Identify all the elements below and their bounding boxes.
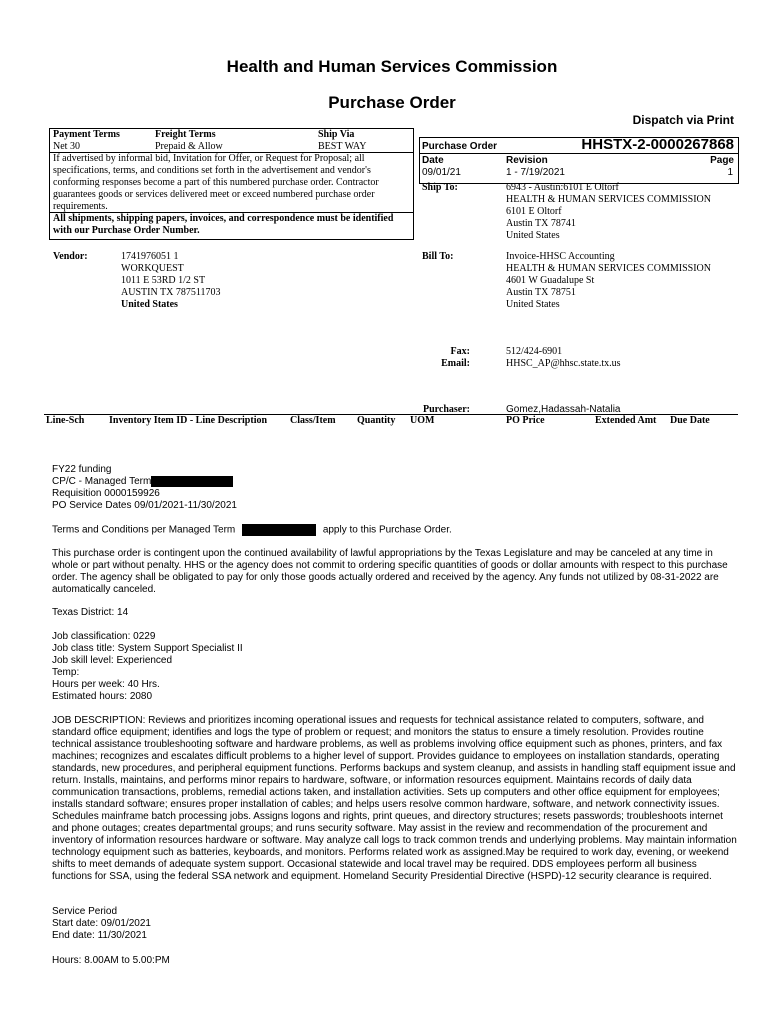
address-line: 4601 W Guadalupe St: [506, 275, 595, 286]
col-class-item: Class/Item: [290, 415, 336, 426]
ship-to-label: Ship To:: [422, 182, 458, 193]
ship-via-value: BEST WAY: [318, 141, 367, 152]
address-line: Austin TX 78751: [506, 287, 576, 298]
po-number: HHSTX-2-0000267868: [581, 136, 734, 153]
notice-line: guarantees goods or services delivered meet or exceed numbered purchase order: [53, 189, 375, 200]
job-line: Job classification: 0229: [52, 631, 156, 642]
funding-line: FY22 funding: [52, 464, 112, 475]
col-uom: UOM: [410, 415, 435, 426]
address-line: United States: [506, 230, 560, 241]
agency-title: Health and Human Services Commission: [226, 57, 558, 76]
ship-to-address: [506, 182, 711, 242]
address-line: United States: [121, 299, 178, 310]
bill-to-label: Bill To:: [422, 251, 454, 262]
email-label: Email:: [441, 358, 470, 369]
notice-line: requirements.: [53, 201, 108, 212]
address-line: Austin TX 78741: [506, 218, 576, 229]
job-line: Job class title: System Support Specialist II: [52, 643, 243, 654]
vendor-label: Vendor:: [53, 251, 88, 262]
redaction-block: [151, 476, 233, 487]
job-block: [52, 631, 243, 703]
bill-to-address: [506, 251, 711, 311]
shipments-line: All shipments, shipping papers, invoices, and correspondence must be identified: [53, 213, 394, 224]
ship-via-label: Ship Via: [318, 129, 355, 140]
date-value: 09/01/21: [422, 167, 461, 178]
payment-terms-label: Payment Terms: [53, 129, 120, 140]
fax-label: Fax:: [450, 346, 470, 357]
address-line: United States: [506, 299, 560, 310]
notice-line: conforming responses become a part of this numbered purchase order. Contractor: [53, 177, 379, 188]
purchaser-label: Purchaser:: [422, 404, 470, 415]
district-line: Texas District: 14: [52, 607, 129, 618]
revision-value: 1 - 7/19/2021: [506, 167, 565, 178]
address-line: 6101 E Oltorf: [506, 206, 562, 217]
freight-terms-label: Freight Terms: [155, 129, 216, 140]
address-line: 1011 E 53RD 1/2 ST: [121, 275, 206, 286]
funding-line: Requisition 0000159926: [52, 488, 160, 500]
col-extended-amt: Extended Amt: [595, 415, 657, 426]
purchaser-value: Gomez,Hadassah-Natalia: [506, 404, 621, 415]
shipments-line: with our Purchase Order Number.: [53, 225, 200, 236]
service-period-block: [52, 906, 151, 942]
address-line: WORKQUEST: [121, 263, 184, 274]
revision-label: Revision: [506, 155, 548, 166]
service-line: Service Period: [52, 906, 118, 917]
contingency-paragraph: This purchase order is contingent upon the continued availability of lawful appropriations by the Texas Legislature and may be canceled at any time in whole or part without penalty. HHS or the agency does not commit to ordering specific quantities of goods or dollar amounts with respect to this purchase order. The agency shall be obligated to pay for only those goods actually ordered and received by the agency. Any funds not utilized by 08-31-2022 are automatically canceled.: [52, 548, 728, 595]
address-line: HEALTH & HUMAN SERVICES COMMISSION: [506, 263, 711, 274]
col-po-price: PO Price: [506, 415, 545, 426]
notice-line: If advertised by informal bid, Invitation for Offer, or Request for Proposal; all: [53, 153, 365, 164]
redaction-block: [242, 524, 316, 536]
address-line: 6943 - Austin:6101 E Oltorf: [506, 182, 619, 193]
funding-block: [52, 464, 237, 512]
terms-conditions-line: [52, 524, 452, 537]
address-line: HEALTH & HUMAN SERVICES COMMISSION: [506, 194, 711, 205]
job-line: Temp:: [52, 667, 80, 678]
job-line: Estimated hours: 2080: [52, 691, 153, 702]
shipments-notice: [53, 213, 409, 237]
col-quantity: Quantity: [357, 415, 396, 426]
payment-terms-value: Net 30: [53, 141, 80, 152]
page-label: Page: [710, 155, 734, 166]
notice-line: specifications, terms, and conditions set forth in the advertisement and vendor's: [53, 165, 371, 176]
terms-pre: Terms and Conditions per Managed Term: [52, 524, 236, 536]
hours-line: Hours: 8.00AM to 5.00:PM: [52, 955, 170, 966]
page-value: 1: [727, 167, 733, 178]
job-description-paragraph: JOB DESCRIPTION: Reviews and prioritizes incoming operational issues and requests for technical assistance related to computers, software, and standard office equipment; identifies and logs the type of problem or request; and monitors the status to ensure a timely resolution. Provides routine technical assistance troubleshooting software and hardware problems, as well as problems involving office equipment such as phones, printers, and fax machines; recognizes and escalates difficult problems to a higher level of support. Provides guidance to employees on installation standards, operating standards, new procedures, and peripheral equipment functions. Performs backups and system cleanup, and assists in handling staff equipment issue and return. Installs, maintains, and performs minor repairs to hardware, software, or information resources equipment. Maintains records of daily data communication transactions, problems, remedial actions taken, and installation activities. Sets up computers and other office equipment for employees; installs standard software; ensures proper installation of cables; and helps users resolve common hardware, software, and network connectivity issues. Schedules mainframe batch processing jobs. Assigns logons and rights, print queues, and directory structures; resets passwords; troubleshoots internet and phone outages; creates departmental groups; and runs security software. May assist in the review and recommendation of the procurement and inventory of information resources hardware or software. May analyze call logs to track common trends and underlying problems. May maintain information technology equipment such as batteries, keyboards, and monitors. Performs related work as assigned.May be required to work day, evening, or weekend shifts to meet demands of adequate system support. Occasional statewide and local travel may be required. DDS employees perform all business functions for SSA, using the federal SSA network and equipment. Homeland Security Presidential Directive (HSPD)-12 security clearance is required.: [52, 715, 737, 882]
col-line-sch: Line-Sch: [46, 415, 85, 426]
address-line: AUSTIN TX 787511703: [121, 287, 221, 298]
col-inventory: Inventory Item ID - Line Description: [109, 415, 268, 426]
address-line: Invoice-HHSC Accounting: [506, 251, 615, 262]
address-line: 1741976051 1: [121, 251, 179, 262]
funding-line-with-redaction: [52, 476, 237, 488]
fax-value: 512/424-6901: [506, 346, 563, 357]
po-divider: [419, 153, 738, 154]
funding-line: PO Service Dates 09/01/2021-11/30/2021: [52, 500, 237, 512]
service-line: Start date: 09/01/2021: [52, 918, 151, 929]
job-line: Job skill level: Experienced: [52, 655, 173, 666]
date-label: Date: [422, 155, 444, 166]
funding-line: CP/C - Managed Term: [52, 476, 152, 488]
document-title: Purchase Order: [328, 93, 456, 112]
po-label: Purchase Order: [422, 141, 498, 152]
vendor-address: [121, 251, 220, 311]
dispatch-label: Dispatch via Print: [632, 113, 734, 127]
informal-bid-notice: [53, 153, 409, 213]
email-value: HHSC_AP@hhsc.state.tx.us: [506, 358, 621, 369]
terms-post: apply to this Purchase Order.: [322, 524, 452, 536]
job-line: Hours per week: 40 Hrs.: [52, 679, 160, 690]
col-due-date: Due Date: [670, 415, 710, 426]
service-line: End date: 11/30/2021: [52, 930, 147, 941]
freight-terms-value: Prepaid & Allow: [155, 141, 223, 152]
